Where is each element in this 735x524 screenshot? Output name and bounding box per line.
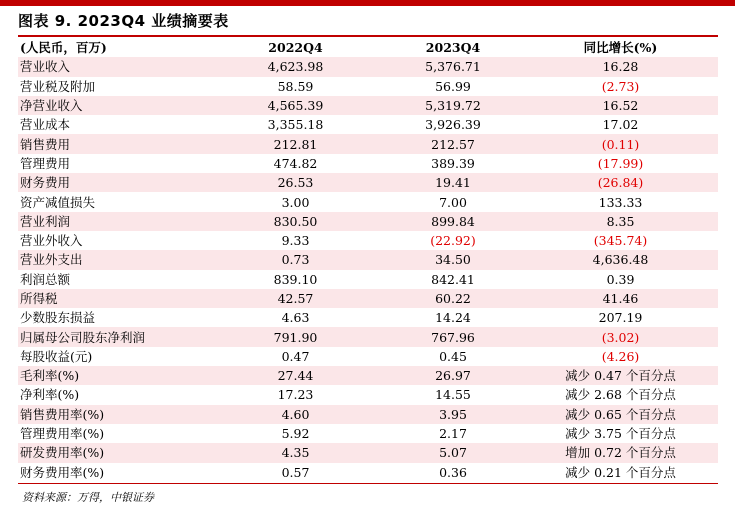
value-2023q4: 7.00	[383, 192, 523, 211]
table-row	[18, 347, 718, 366]
value-2022q4: 830.50	[208, 212, 383, 231]
value-2023q4: 56.99	[383, 77, 523, 96]
row-label: 利润总额	[18, 270, 208, 289]
value-2022q4: 474.82	[208, 154, 383, 173]
value-2023q4: 899.84	[383, 212, 523, 231]
summary-table	[18, 38, 718, 482]
value-2023q4: 60.22	[383, 289, 523, 308]
value-yoy-growth: 减少 3.75 个百分点	[523, 424, 718, 443]
value-2023q4: 842.41	[383, 270, 523, 289]
value-2022q4: 0.47	[208, 347, 383, 366]
header-2023q4: 2023Q4	[425, 40, 481, 56]
value-2023q4: 0.36	[383, 463, 523, 482]
row-label: 每股收益(元)	[18, 347, 208, 366]
value-yoy-growth: 0.39	[523, 270, 718, 289]
table-row	[18, 96, 718, 115]
value-2023q4: 14.55	[383, 385, 523, 404]
value-2022q4: 4.60	[208, 405, 383, 424]
row-label: 营业收入	[18, 57, 208, 76]
row-label: 销售费用	[18, 134, 208, 153]
value-2022q4: 58.59	[208, 77, 383, 96]
value-yoy-growth: 207.19	[523, 308, 718, 327]
row-label: 净营业收入	[18, 96, 208, 115]
table-row	[18, 463, 718, 482]
row-label: 营业外支出	[18, 250, 208, 269]
table-row	[18, 115, 718, 134]
row-label: 营业外收入	[18, 231, 208, 250]
value-2022q4: 42.57	[208, 289, 383, 308]
value-yoy-growth: (26.84)	[523, 173, 718, 192]
table-bottom-rule	[18, 483, 718, 485]
value-2022q4: 17.23	[208, 385, 383, 404]
table-row	[18, 327, 718, 346]
header-top-rule	[18, 35, 718, 37]
source-note: 资料来源：万得，中银证券	[22, 491, 154, 504]
table-row	[18, 250, 718, 269]
value-2022q4: 4.63	[208, 308, 383, 327]
value-2023q4: 3.95	[383, 405, 523, 424]
value-2022q4: 791.90	[208, 327, 383, 346]
value-2022q4: 4,565.39	[208, 96, 383, 115]
value-2022q4: 26.53	[208, 173, 383, 192]
value-2023q4: 389.39	[383, 154, 523, 173]
table-row	[18, 212, 718, 231]
row-label: 净利率(%)	[18, 385, 208, 404]
value-2022q4: 839.10	[208, 270, 383, 289]
value-2023q4: 14.24	[383, 308, 523, 327]
value-yoy-growth: 41.46	[523, 289, 718, 308]
top-accent-bar	[0, 0, 735, 6]
row-label: 毛利率(%)	[18, 366, 208, 385]
row-label: 研发费用率(%)	[18, 443, 208, 462]
header-yoy-growth: 同比增长(%)	[583, 40, 658, 56]
value-2023q4: 0.45	[383, 347, 523, 366]
value-2023q4: 2.17	[383, 424, 523, 443]
value-yoy-growth: 4,636.48	[523, 250, 718, 269]
value-yoy-growth: (4.26)	[523, 347, 718, 366]
table-row	[18, 57, 718, 76]
table-row	[18, 134, 718, 153]
value-2022q4: 9.33	[208, 231, 383, 250]
value-2023q4: 34.50	[383, 250, 523, 269]
value-2023q4: 5,319.72	[383, 96, 523, 115]
value-2022q4: 27.44	[208, 366, 383, 385]
value-yoy-growth: (17.99)	[523, 154, 718, 173]
table-row	[18, 366, 718, 385]
row-label: 营业成本	[18, 115, 208, 134]
value-2023q4: 767.96	[383, 327, 523, 346]
table-row	[18, 270, 718, 289]
value-2022q4: 4.35	[208, 443, 383, 462]
table-row	[18, 77, 718, 96]
figure-title: 图表 9. 2023Q4 业绩摘要表	[18, 12, 229, 30]
table-row	[18, 308, 718, 327]
row-label: 销售费用率(%)	[18, 405, 208, 424]
value-2022q4: 4,623.98	[208, 57, 383, 76]
row-label: 资产减值损失	[18, 192, 208, 211]
header-unit: (人民币，百万)	[20, 40, 107, 56]
row-label: 管理费用	[18, 154, 208, 173]
value-yoy-growth: 增加 0.72 个百分点	[523, 443, 718, 462]
row-label: 管理费用率(%)	[18, 424, 208, 443]
table-row	[18, 173, 718, 192]
value-2022q4: 5.92	[208, 424, 383, 443]
table-row	[18, 405, 718, 424]
value-yoy-growth: 8.35	[523, 212, 718, 231]
table-row	[18, 154, 718, 173]
row-label: 归属母公司股东净利润	[18, 327, 208, 346]
value-yoy-growth: (0.11)	[523, 134, 718, 153]
table-row	[18, 289, 718, 308]
header-row	[18, 38, 718, 57]
value-yoy-growth: 减少 0.65 个百分点	[523, 405, 718, 424]
value-yoy-growth: 减少 2.68 个百分点	[523, 385, 718, 404]
value-2023q4: 212.57	[383, 134, 523, 153]
value-2022q4: 3.00	[208, 192, 383, 211]
value-yoy-growth: 133.33	[523, 192, 718, 211]
table-row	[18, 385, 718, 404]
value-2023q4: (22.92)	[383, 231, 523, 250]
table-row	[18, 231, 718, 250]
value-2022q4: 212.81	[208, 134, 383, 153]
value-2023q4: 26.97	[383, 366, 523, 385]
value-yoy-growth: 减少 0.21 个百分点	[523, 463, 718, 482]
value-yoy-growth: 16.52	[523, 96, 718, 115]
row-label: 少数股东损益	[18, 308, 208, 327]
table-row	[18, 192, 718, 211]
value-yoy-growth: (345.74)	[523, 231, 718, 250]
value-2022q4: 0.73	[208, 250, 383, 269]
row-label: 财务费用率(%)	[18, 463, 208, 482]
value-2022q4: 0.57	[208, 463, 383, 482]
row-label: 财务费用	[18, 173, 208, 192]
value-yoy-growth: 减少 0.47 个百分点	[523, 366, 718, 385]
row-label: 营业税及附加	[18, 77, 208, 96]
value-2023q4: 5,376.71	[383, 57, 523, 76]
value-yoy-growth: 17.02	[523, 115, 718, 134]
row-label: 营业利润	[18, 212, 208, 231]
table-row	[18, 443, 718, 462]
value-2023q4: 3,926.39	[383, 115, 523, 134]
table-body	[18, 57, 718, 482]
value-yoy-growth: (2.73)	[523, 77, 718, 96]
header-2022q4: 2022Q4	[268, 40, 323, 56]
value-yoy-growth: (3.02)	[523, 327, 718, 346]
table-row	[18, 424, 718, 443]
value-2023q4: 5.07	[383, 443, 523, 462]
value-2023q4: 19.41	[383, 173, 523, 192]
row-label: 所得税	[18, 289, 208, 308]
value-yoy-growth: 16.28	[523, 57, 718, 76]
value-2022q4: 3,355.18	[208, 115, 383, 134]
